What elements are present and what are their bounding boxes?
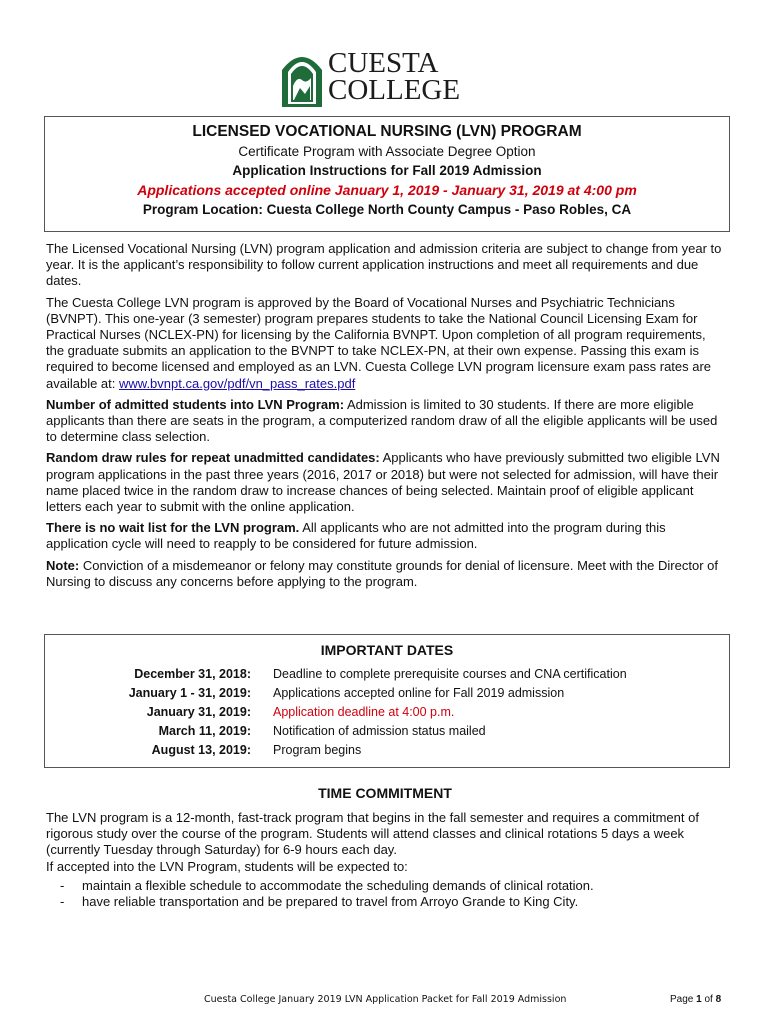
time-commitment-paragraph: The LVN program is a 12-month, fast-track program that begins in the fall semester and requires a commitment of rigorous study over the course of the program. Students will attend classes and clinical rotations 5 days a week (currently Tuesday through Saturday) for 6-9 hours each day.: [46, 810, 699, 858]
list-item: [46, 878, 726, 894]
application-window: Applications accepted online January 1, 2019 - January 31, 2019 at 4:00 pm: [137, 182, 637, 198]
of-word: of: [704, 994, 713, 1005]
program-title: LICENSED VOCATIONAL NURSING (LVN) PROGRAM: [192, 123, 582, 140]
intro-section: [46, 241, 726, 595]
important-dates-box: [44, 634, 730, 768]
intro-paragraph-1: The Licensed Vocational Nursing (LVN) program application and admission criteria are subject to change from year to year. It is the applicant’s responsibility to follow current application instructions and meet all requirements and due dates.: [46, 241, 722, 289]
wait-list-paragraph: [46, 520, 726, 552]
wait-list-text: All applicants who are not admitted into the program during this application cycle will need to reapply to be considered for future admission.: [46, 520, 666, 552]
note-text: Conviction of a misdemeanor or felony may constitute grounds for denial of licensure. Meet with the Director of Nursing to discuss any concerns before applying to the program.: [46, 557, 718, 589]
deadline-description: Application deadline at 4:00 p.m.: [273, 704, 455, 719]
date-row: [45, 684, 729, 703]
list-dash: -: [60, 894, 65, 910]
wait-list-label: There is no wait list for the LVN program.: [46, 520, 300, 536]
application-instructions-heading: Application Instructions for Fall 2019 Admission: [232, 163, 542, 178]
random-draw-paragraph: [46, 450, 726, 515]
expectations-intro: If accepted into the LVN Program, students will be expected to:: [46, 858, 408, 874]
important-dates-title: IMPORTANT DATES: [320, 642, 454, 658]
date-description: Applications accepted online for Fall 2019 admission: [273, 686, 565, 701]
pass-rates-link[interactable]: www.bvnpt.ca.gov/pdf/vn_pass_rates.pdf: [119, 375, 356, 391]
date-description: Deadline to complete prerequisite courses and CNA certification: [273, 667, 627, 682]
logo-wordmark: [328, 47, 461, 106]
list-dash: -: [60, 877, 65, 893]
date-label: August 13, 2019:: [151, 742, 251, 757]
date-label: March 11, 2019:: [158, 723, 251, 738]
admitted-students-paragraph: [46, 397, 726, 446]
program-location: Program Location: Cuesta College North County Campus - Paso Robles, CA: [142, 202, 632, 217]
time-commitment-title: TIME COMMITMENT: [318, 785, 452, 801]
important-dates-table: [45, 665, 729, 759]
cuesta-college-logo: [280, 46, 461, 108]
note-paragraph: [46, 558, 726, 590]
date-row: [45, 703, 729, 722]
footer-document-title: Cuesta College January 2019 LVN Application Packet for Fall 2019 Admission: [204, 994, 567, 1005]
expectations-list: [46, 878, 726, 910]
date-description: Notification of admission status mailed: [273, 723, 486, 738]
date-row: [45, 665, 729, 684]
date-row: [45, 740, 729, 759]
intro-paragraph-2-text: The Cuesta College LVN program is approved by the Board of Vocational Nurses and Psychiatric Technicians (BVNPT). This one-year (3 semester) program prepares students to take the National Council Licensing Exam for Practical Nurses (NCLEX-PN) for licensing by the California BVNPT. Upon completion of all program requirements, the graduate submits an application to the BVNPT to take NCLEX-PN, at their own expense. Passing this exam is required to become licensed and employed as an LVN. Cuesta College LVN program licensure exam pass rates are available at:: [46, 294, 712, 391]
program-subtitle: Certificate Program with Associate Degree Option: [238, 144, 536, 159]
page-word: Page: [670, 994, 694, 1005]
list-item-text: maintain a flexible schedule to accommodate the scheduling demands of clinical rotation.: [82, 877, 594, 893]
random-draw-label: Random draw rules for repeat unadmitted candidates:: [46, 450, 380, 466]
list-item: [46, 894, 726, 910]
note-label: Note:: [46, 557, 80, 573]
admitted-students-text: Admission is limited to 30 students. If there are more eligible applicants than there are seats in the program, a computerized random draw of all the eligible applicants will be used to determine class selection.: [46, 396, 718, 445]
date-label: December 31, 2018:: [134, 667, 251, 682]
intro-paragraph-2: [46, 295, 726, 392]
date-label: January 1 - 31, 2019:: [128, 686, 251, 701]
logo-line-1: CUESTA: [328, 47, 439, 79]
header-box: [44, 116, 730, 232]
page-number: [670, 994, 721, 1005]
date-row: [45, 721, 729, 740]
admitted-students-label: Number of admitted students into LVN Program:: [46, 396, 345, 412]
page-current: 1: [696, 994, 702, 1005]
college-building-logo-icon: [280, 46, 324, 108]
list-item-text: have reliable transportation and be prepared to travel from Arroyo Grande to King City.: [82, 894, 579, 910]
date-label: January 31, 2019:: [146, 704, 251, 719]
logo-line-2: COLLEGE: [328, 74, 461, 106]
time-commitment-section: [46, 810, 726, 910]
page-total: 8: [715, 994, 722, 1005]
random-draw-text: Applicants who have previously submitted two eligible LVN program applications in the past three years (2016, 2017 or 2018) but were not selected for admission, will have their name placed twice in the random draw to increase chances of being selected. Maintain proof of eligible applicant letters each year to submit with the online application.: [46, 450, 720, 515]
date-description: Program begins: [273, 742, 362, 757]
